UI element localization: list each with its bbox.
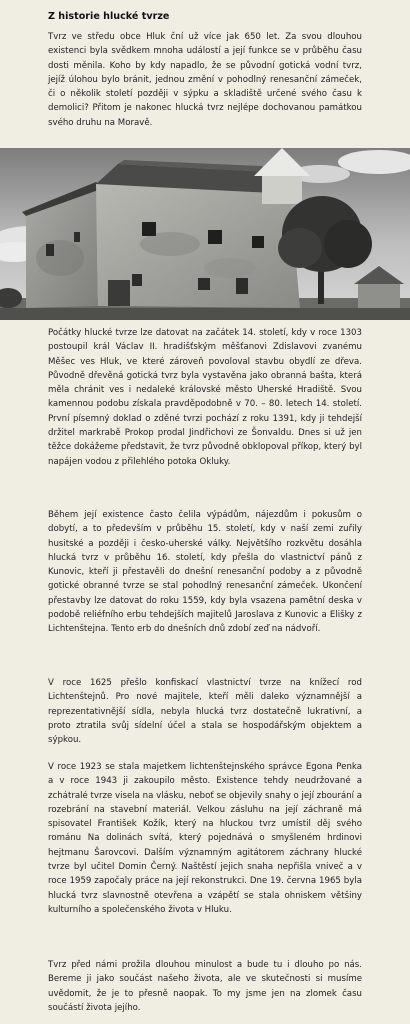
article-paragraph-lichtenstein: V roce 1625 přešlo konfiskací vlastnictví tvrze na knížecí rod Lichtenštejnů. Pro nové majitele, kteří měli daleko významnější a reprezentativnější sídla, nebyla hlucká tvrz dostatečně lukrativní, a proto ztratila svůj sídelní účel a stala se hospodářským objektem a sýpkou. [48, 678, 362, 746]
article-paragraph-intro: Tvrz ve středu obce Hluk ční už více jak 650 let. Za svou dlouhou existenci byla svědkem mnoha událostí a její funkce se v průběhu času dosti měnila. Koho by kdy napadlo, že se původní gotická vodní tvrz, jejíž úlohou bylo bránit, jednou změní v pohodlný renesanční zámeček, či o několik století později v sýpku a skladiště určené svého času k demolici? Přitom je nakonec hlucká tvrz nejlépe dochovanou památkou svého druhu na Moravě. [48, 32, 362, 128]
article-paragraph-origins: Počátky hlucké tvrze lze datovat na začátek 14. století, kdy v roce 1303 postoupil král Václav II. hradišťským měšťanovi Zdislavovi zvanému Měšec ves Hluk, ve které zároveň povoloval stavbu obydlí ze dřeva. Původně dřevěná gotická tvrz byla vystavěna jako obranná bašta, která měla chránit ves i nedaleké královské město Uherské Hradiště. Svou kamennou podobu získala pravděpodobně v 70. – 80. letech 14. století. První písemný doklad o zděné tvrzi pochází z roku 1391, kdy ji tehdejší držitel markrabě Prokop prodal Jindřichovi ze Šonvaldu. Dnes si už jen těžce dokážeme představit, že tvrz původně obklopoval příkop, který byl napájen vodou z přilehlého potoka Okluky. [48, 328, 362, 467]
article-paragraph-closing: Tvrz před námi prožila dlouhou minulost a bude tu i dlouho po nás. Bereme ji jako součást našeho života, ale ve skutečnosti si musíme uvědomit, že je to přesně naopak. To my jsme jen na zlomek času součástí života jejího. [48, 960, 362, 1013]
fortress-photo [0, 148, 410, 320]
article-title: Z historie hlucké tvrze [48, 11, 170, 22]
article-paragraph-rescue: V roce 1923 se stala majetkem lichtenštejnského správce Egona Penka a v roce 1943 ji zakoupilo město. Existence tehdy neudržované a zchátralé tvrze visela na vlásku, neboť se objevily snahy o její zbourání a rozebrání na stavební materiál. Velkou zásluhu na její záchraně má spisovatel František Kožík, který na hluckou tvrz umístil děj svého románu Na dolinách svítá, který pojednává o smyšleném hrdinovi hejtmanu Šarovcovi. Dalším významným agitátorem záchrany hlucké tvrze byl učitel Domin Černý. Naštěstí jejich snaha nepřišla vniveč a v roce 1959 započaly práce na její rekonstrukci. Dne 19. června 1965 byla hlucká tvrz slavnostně otevřena a vzápětí se stala ohniskem většiny kulturního a společenského života v Hluku. [48, 762, 362, 915]
article-paragraph-renaissance: Během její existence často čelila výpádům, nájezdům i pokusům o dobytí, a to především v průběhu 15. století, kdy v naší zemi zuřily husitské a později i česko-uherské války. Největšího rozkvětu dosáhla hlucká tvrz v průběhu 16. století, kdy přešla do vlastnictví pánů z Kunovic, kteří ji přestavěli do dnešní renesanční podoby a z původně gotické obranné tvrze se stal pohodlný renesanční zámeček. Ukončení přestavby lze datovat do roku 1559, kdy byla vsazena pamětní deska v podobě reliéfního erbu tehdejších majitelů Jaroslava z Kunovic a Elišky z Lichtenštejna. Tento erb do dnešních dnů zdobí zeď na nádvoří. [48, 510, 362, 635]
fortress-photo-illustration [0, 148, 410, 320]
